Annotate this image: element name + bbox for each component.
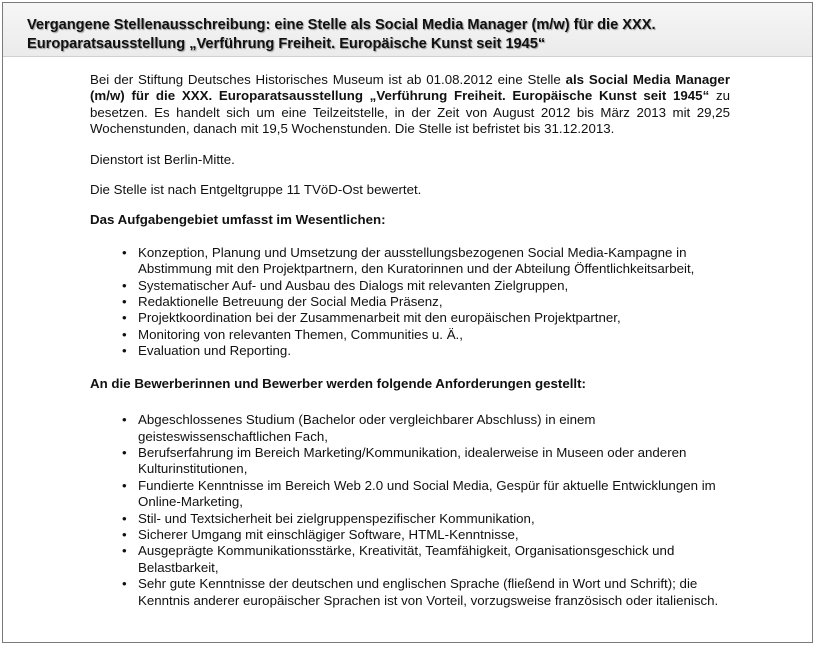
location-paragraph: Dienstort ist Berlin-Mitte. (90, 151, 235, 167)
list-item: • Konzeption, Planung und Umsetzung der ausstellungsbezogenen Social Media-Kampagne in Abstimmung mit den Projektpartnern, den Kuratorinnen und der Abteilung Öffentlichkeitsarbeit, (138, 245, 730, 278)
pay-grade-paragraph: Die Stelle ist nach Entgeltgruppe 11 TVöD-Ost bewertet. (90, 182, 422, 198)
list-item: • Monitoring von relevanten Themen, Communities u. Ä., (138, 327, 730, 343)
list-item: • Abgeschlossenes Studium (Bachelor oder vergleichbarer Abschluss) in einem geisteswissenschaftlichen Fach, (138, 412, 730, 445)
job-posting-body (90, 72, 730, 609)
intro-paragraph (90, 72, 730, 138)
tasks-heading: Das Aufgabengebiet umfasst im Wesentlichen: (90, 212, 386, 228)
list-item: • Ausgeprägte Kommunikationsstärke, Kreativität, Teamfähigkeit, Organisationsgeschick und Belastbarkeit, (138, 543, 730, 576)
list-item: • Berufserfahrung im Bereich Marketing/Kommunikation, idealerweise in Museen oder anderen Kulturinstitutionen, (138, 445, 730, 478)
header-bar (3, 3, 812, 57)
list-item: • Systematischer Auf- und Ausbau des Dialogs mit relevanten Zielgruppen, (138, 278, 730, 294)
requirements-list (90, 412, 730, 609)
list-item: • Redaktionelle Betreuung der Social Media Präsenz, (138, 294, 730, 310)
list-item: • Fundierte Kenntnisse im Bereich Web 2.0 und Social Media, Gespür für aktuelle Entwicklungen im Online-Marketing, (138, 478, 730, 511)
intro-position-title: als Social Media Manager (m/w) für die XXX. Europaratsausstellung „Verführung Freiheit. Europäische Kunst seit 1945“ (90, 72, 730, 104)
list-item: • Evaluation und Reporting. (138, 343, 730, 359)
intro-text-end: zu besetzen. Es handelt sich um eine Teilzeitstelle, in der Zeit von August 2012 bis März 2013 mit 29,25 Wochenstunden, danach mit 19,5 Wochenstunden. Die Stelle ist befristet bis 31.12.2013. (90, 88, 730, 137)
list-item: • Projektkoordination bei der Zusammenarbeit mit den europäischen Projektpartner, (138, 310, 730, 326)
tasks-list (90, 245, 730, 360)
intro-text-start: Bei der Stiftung Deutsches Historisches Museum ist ab 01.08.2012 eine Stelle (90, 72, 566, 87)
page-title: Vergangene Stellenausschreibung: eine Stelle als Social Media Manager (m/w) für die XXX. Europaratsausstellung „Verführung Freiheit. Europäische Kunst seit 1945“ (27, 17, 656, 52)
list-item: • Stil- und Textsicherheit bei zielgruppenspezifischer Kommunikation, (138, 511, 730, 527)
list-item: • Sehr gute Kenntnisse der deutschen und englischen Sprache (fließend in Wort und Schrift); die Kenntnis anderer europäischer Sprachen ist von Vorteil, vorzugsweise französisch oder italienisch. (138, 576, 730, 609)
requirements-heading: An die Bewerberinnen und Bewerber werden folgende Anforderungen gestellt: (90, 375, 586, 391)
list-item: • Sicherer Umgang mit einschlägiger Software, HTML-Kenntnisse, (138, 527, 730, 543)
